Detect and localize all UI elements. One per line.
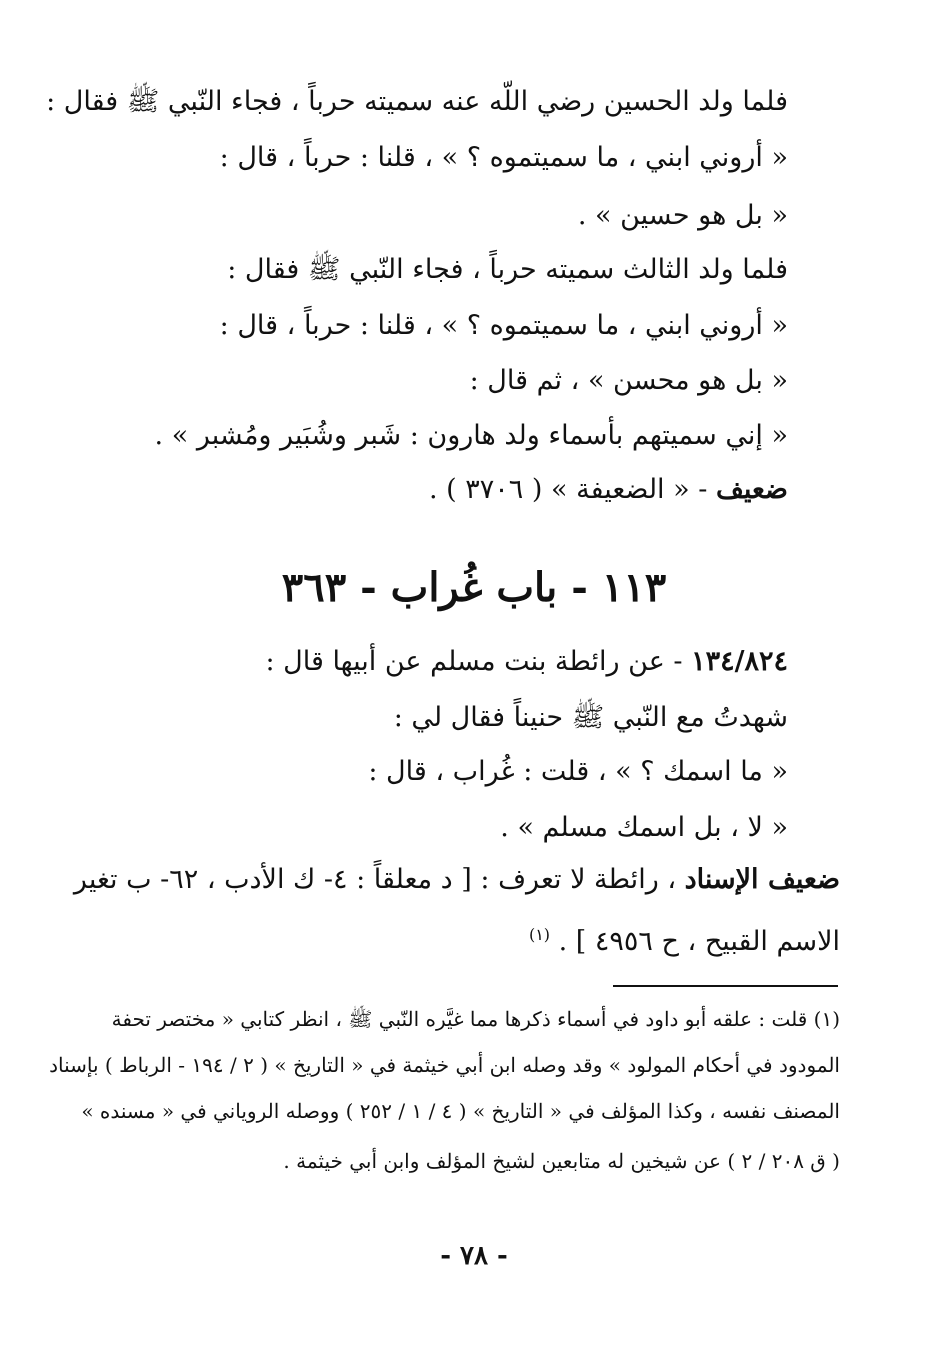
grade-line-1 bbox=[88, 470, 788, 510]
hadith-number: ١٣٤/٨٢٤ bbox=[691, 646, 788, 677]
text-line-7: « إني سميتهم بأسماء ولد هارون : شَبر وشُبَير ومُشبر » . bbox=[154, 420, 788, 451]
footnote-line-1: (١) قلت : علقه أبو داود في أسماء ذكرها مما غيَّره النّبي ﷺ ، انظر كتابي « مختصر تحفة bbox=[111, 1007, 840, 1031]
footnote-line-3: المصنف نفسه ، وكذا المؤلف في « التاريخ » ( ٤ / ١ / ٢٥٢ ) ووصله الروياني في « مسنده » bbox=[81, 1099, 840, 1123]
text-line-2: « أروني ابني ، ما سميتموه ؟ » ، قلنا : حرباً ، قال : bbox=[219, 142, 788, 173]
hadith-line-3: « لا ، بل اسمك مسلم » . bbox=[500, 812, 788, 843]
text-line-1: فلما ولد الحسين رضي اللّه عنه سميته حرباً ، فجاء النّبي ﷺ فقال : bbox=[46, 86, 788, 117]
hadith-header bbox=[88, 642, 788, 682]
hadith-grade-source: ، رائطة لا تعرف : [ د معلقاً : ٤- ك الأدب ، ٦٢- ب تغير bbox=[73, 864, 685, 895]
text-line-3: « بل هو حسين » . bbox=[577, 200, 788, 231]
text-line-6: « بل هو محسن » ، ثم قال : bbox=[469, 365, 788, 396]
footnote-line-2: المودود في أحكام المولود » وقد وصله ابن أبي خيثمة في « التاريخ » ( ٢ / ١٩٤ - الرباط ) بإسناد bbox=[49, 1053, 840, 1077]
hadith-grade-label: ضعيف الإسناد bbox=[684, 864, 840, 895]
hadith-line-2: « ما اسمك ؟ » ، قلت : غُراب ، قال : bbox=[368, 756, 788, 787]
text-line-5: « أروني ابني ، ما سميتموه ؟ » ، قلنا : حرباً ، قال : bbox=[219, 310, 788, 341]
chapter-heading: ١١٣ - باب غُراب - ٣٦٣ bbox=[281, 564, 667, 611]
hadith-grade-continuation: الاسم القبيح ، ح ٤٩٥٦ ] . bbox=[558, 926, 840, 957]
hadith-grade-line-2 bbox=[70, 915, 840, 962]
grade-label: ضعيف bbox=[715, 474, 788, 505]
hadith-line-1: شهدتُ مع النّبي ﷺ حنيناً فقال لي : bbox=[393, 702, 788, 733]
hadith-intro: - عن رائطة بنت مسلم عن أبيها قال : bbox=[265, 646, 692, 677]
page-number: - ٧٨ - bbox=[440, 1241, 508, 1271]
footnote-marker: (١) bbox=[528, 925, 551, 944]
grade-source: - « الضعيفة » ( ٣٧٠٦ ) . bbox=[429, 474, 716, 505]
text-line-4: فلما ولد الثالث سميته حرباً ، فجاء النّبي ﷺ فقال : bbox=[227, 254, 788, 285]
hadith-grade-line-1 bbox=[70, 860, 840, 900]
footnote-line-4: ( ق ٢٠٨ / ٢ ) عن شيخين له متابعين لشيخ المؤلف وابن أبي خيثمة . bbox=[283, 1149, 840, 1173]
footnote-separator bbox=[613, 985, 838, 987]
